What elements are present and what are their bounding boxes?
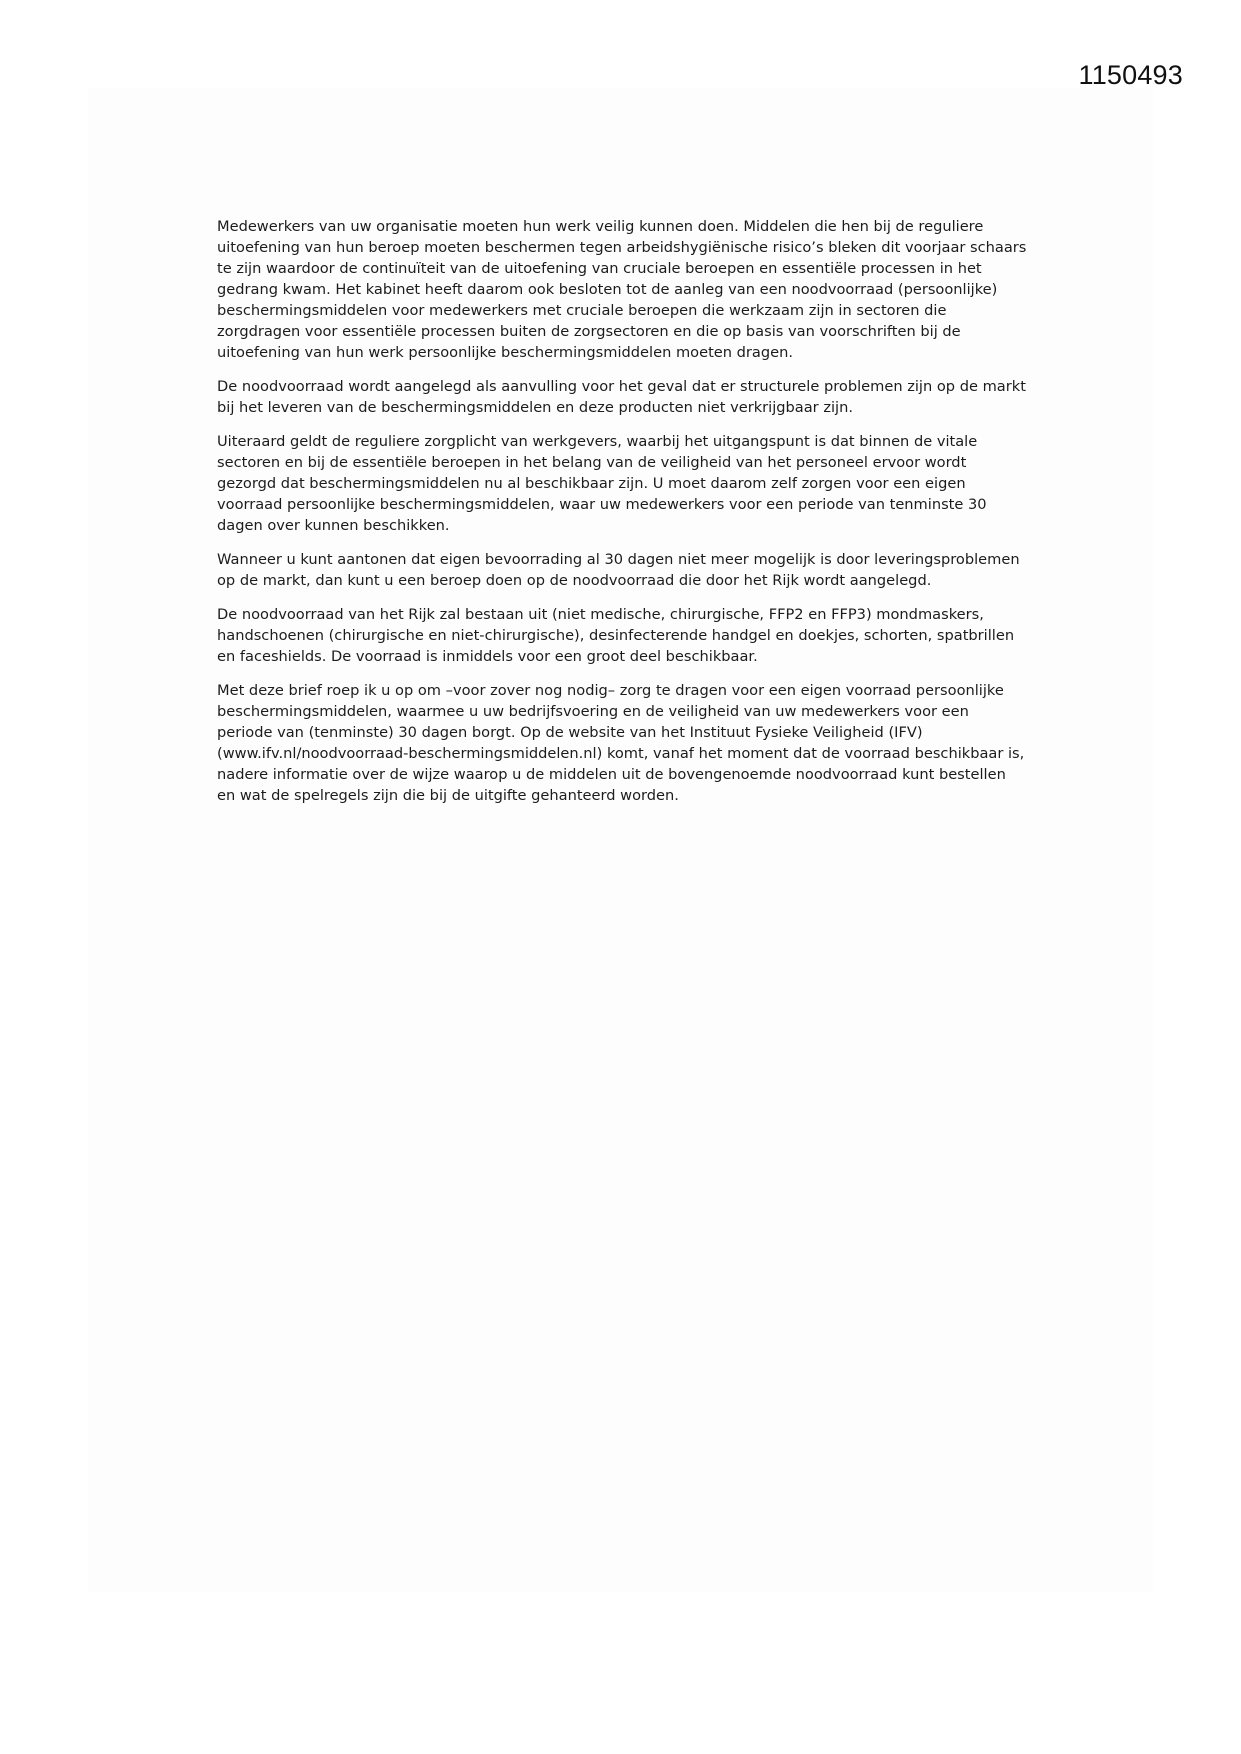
paragraph-claim-conditions: Wanneer u kunt aantonen dat eigen bevoorrading al 30 dagen niet meer mogelijk is door leveringsproblemen op de markt, dan kunt u een beroep doen op de noodvoorraad die door het Rijk wordt aangelegd. [217,551,1020,589]
paragraph-intro: Medewerkers van uw organisatie moeten hun werk veilig kunnen doen. Middelen die hen bij de reguliere uitoefening van hun beroep moeten beschermen tegen arbeidshygiënische risico’s bleken dit voorjaar schaars te zijn waardoor de continuïteit van de uitoefening van cruciale beroepen en essentiële processen in het gedrang kwam. Het kabinet heeft daarom ook besloten tot de aanleg van een noodvoorraad (persoonlijke) beschermingsmiddelen voor medewerkers met cruciale beroepen die werkzaam zijn in sectoren die zorgdragen voor essentiële processen buiten de zorgsectoren en die op basis van voorschriften bij de uitoefening van hun werk persoonlijke beschermingsmiddelen moeten dragen. [217,218,1027,361]
paragraph-call-to-action: Met deze brief roep ik u op om –voor zover nog nodig– zorg te dragen voor een eigen voorraad persoonlijke beschermingsmiddelen, waarmee u uw bedrijfsvoering en de veiligheid van uw medewerkers voor een periode van (tenminste) 30 dagen borgt. Op de website van het Instituut Fysieke Veiligheid (IFV) (www.ifv.nl/noodvoorraad-beschermingsmiddelen.nl) komt, vanaf het moment dat de voorraad beschikbaar is, nadere informatie over de wijze waarop u de middelen uit de bovengenoemde noodvoorraad kunt bestellen en wat de spelregels zijn die bij de uitgifte gehanteerd worden. [217,682,1025,804]
document-number: 1150493 [1078,60,1183,90]
paragraph-emergency-stock-purpose: De noodvoorraad wordt aangelegd als aanvulling voor het geval dat er structurele problemen zijn op de markt bij het leveren van de beschermingsmiddelen en deze producten niet verkrijgbaar zijn. [217,378,1026,416]
paragraph-employer-duty-of-care: Uiteraard geldt de reguliere zorgplicht van werkgevers, waarbij het uitgangspunt is dat binnen de vitale sectoren en bij de essentiële beroepen in het belang van de veiligheid van het personeel ervoor wordt gezorgd dat beschermingsmiddelen nu al beschikbaar zijn. U moet daarom zelf zorgen voor een eigen voorraad persoonlijke beschermingsmiddelen, waar uw medewerkers voor een periode van tenminste 30 dagen over kunnen beschikken. [217,433,987,534]
paragraph-stock-contents: De noodvoorraad van het Rijk zal bestaan uit (niet medische, chirurgische, FFP2 en FFP3) mondmaskers, handschoenen (chirurgische en niet-chirurgische), desinfecterende handgel en doekjes, schorten, spatbrillen en faceshields. De voorraad is inmiddels voor een groot deel beschikbaar. [217,606,1015,665]
letter-body [217,216,1027,819]
